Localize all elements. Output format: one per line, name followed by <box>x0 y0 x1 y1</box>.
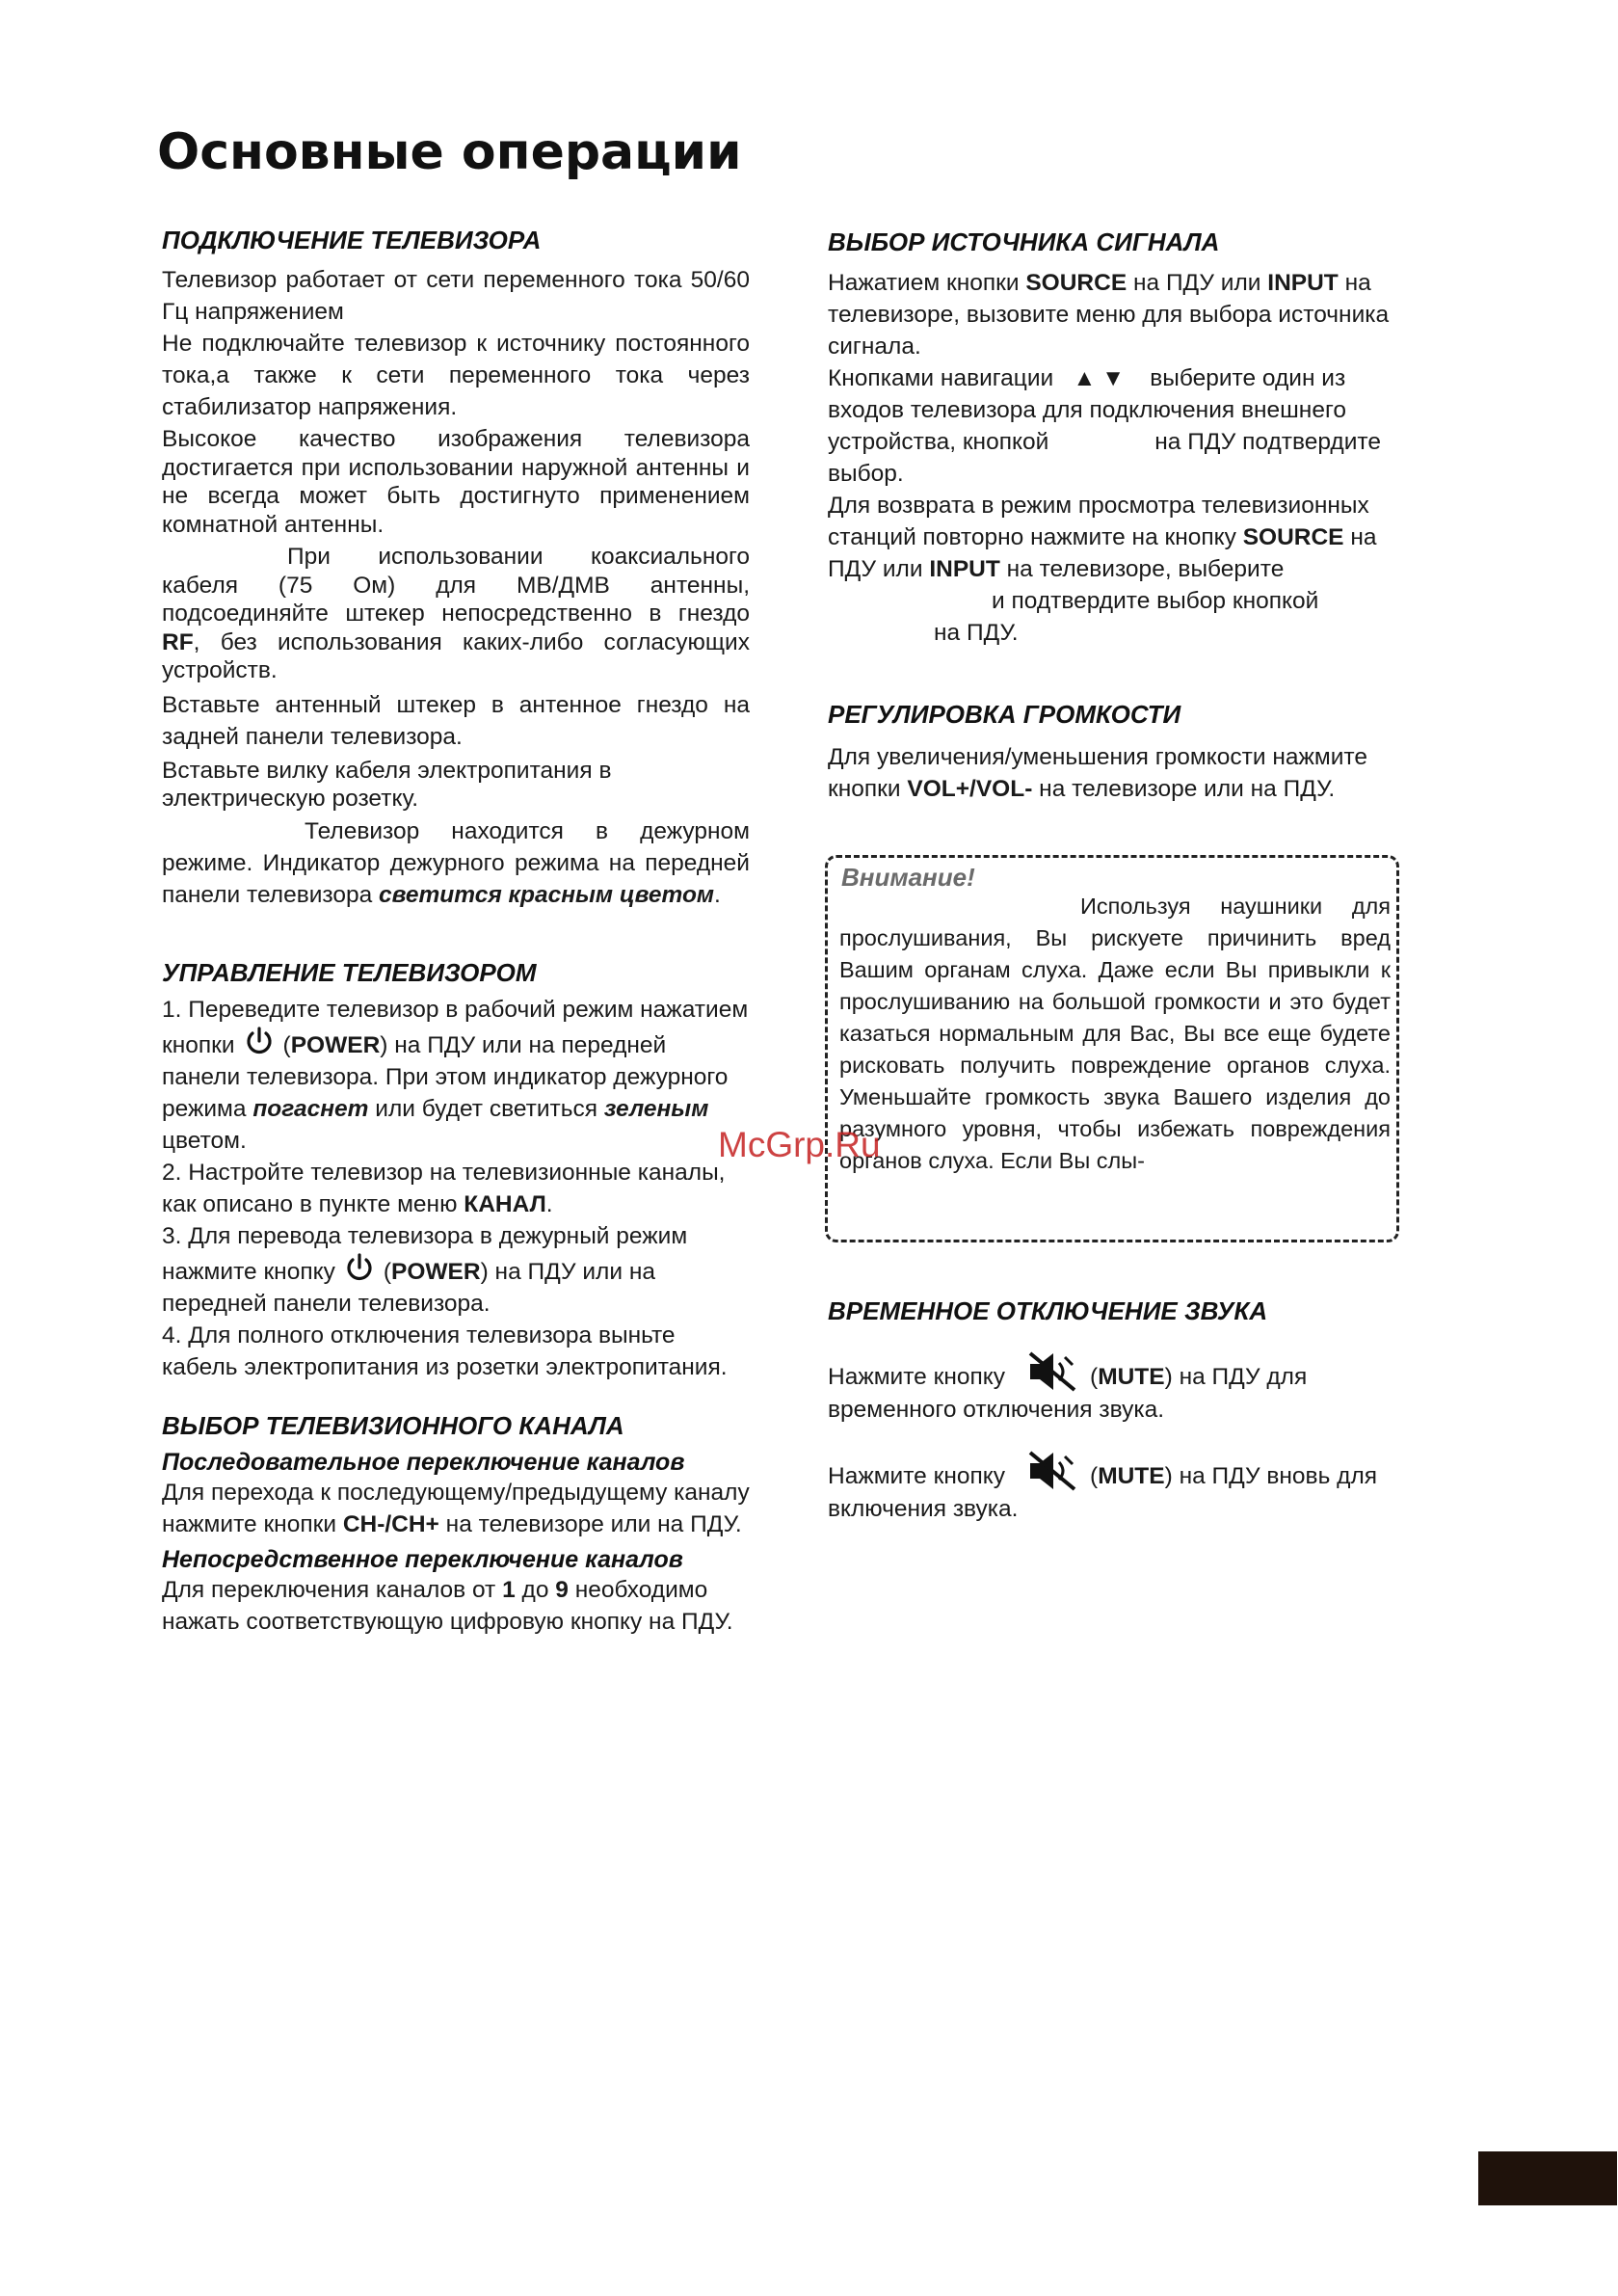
paragraph: Для переключения каналов от 1 до 9 необходимо нажать соответствующую цифровую кнопку на ПДУ. <box>162 1577 733 1635</box>
paragraph: При использовании коаксиального кабеля (75 Ом) для МВ/ДМВ антенны, подсоединяйте штекер непосредственно в гнездо RF, без использования каких-либо согласующих устройств. <box>162 544 750 683</box>
section-heading: ВРЕМЕННОЕ ОТКЛЮЧЕНИЕ ЗВУКА <box>828 1296 1268 1325</box>
subheading: Последовательное переключение каналов <box>162 1449 685 1476</box>
warning-box <box>825 855 1399 1242</box>
paragraph: Для возврата в режим просмотра телевизионных станций повторно нажмите на кнопку SOURCE на ПДУ или INPUT на телевизоре, выберитеи подтвердите выбор кнопкойна ПДУ. <box>828 493 1377 646</box>
connect-paragraphs <box>162 264 750 911</box>
page-number-tab <box>1478 2151 1617 2205</box>
section-source <box>828 227 1420 649</box>
paragraph: Для перехода к последующему/предыдущему каналу нажмите кнопки CH-/CH+ на телевизоре или на ПДУ. <box>162 1480 750 1537</box>
subheading: Непосредственное переключение каналов <box>162 1546 683 1573</box>
list-item: 4. Для полного отключения телевизора выньте кабель электропитания из розетки электропитания. <box>162 1322 728 1380</box>
section-volume <box>828 700 1420 805</box>
section-connect <box>162 226 750 255</box>
section-control <box>162 958 750 988</box>
section-heading: РЕГУЛИРОВКА ГРОМКОСТИ <box>828 700 1181 729</box>
paragraph: Не подключайте телевизор к источнику постоянного тока,а также к сети переменного тока через стабилизатор напряжения. <box>162 331 750 420</box>
section-mute <box>828 1296 1420 1525</box>
paragraph: Высокое качество изображения телевизора достигается при использовании наружной антенны и не всегда может быть достигнуто применением комнатной антенны. <box>162 426 750 538</box>
mute-icon <box>1026 1449 1078 1493</box>
power-icon <box>243 1026 276 1058</box>
section-heading: ПОДКЛЮЧЕНИЕ ТЕЛЕВИЗОРА <box>162 226 542 254</box>
page-title: Основные операции <box>157 123 742 181</box>
paragraph: Для увеличения/уменьшения громкости нажмите кнопки VOL+/VOL- на телевизоре или на ПДУ. <box>828 744 1367 802</box>
section-heading: ВЫБОР ТЕЛЕВИЗИОННОГО КАНАЛА <box>162 1411 624 1440</box>
list-item: 3. Для перевода телевизора в дежурный режим нажмите кнопку (POWER) на ПДУ или на передней панели телевизора. <box>162 1223 688 1317</box>
paragraph: Нажмите кнопку (MUTE) на ПДУ вновь для включения звука. <box>828 1449 1420 1525</box>
list-item: 1. Переведите телевизор в рабочий режим нажатием кнопки (POWER) на ПДУ или на передней панели телевизора. При этом индикатор дежурного режима погаснет или будет светиться зеленым цветом. <box>162 997 749 1154</box>
watermark: McGrp.Ru <box>718 1125 881 1164</box>
paragraph: Вставьте антенный штекер в антенное гнездо на задней панели телевизора. <box>162 691 750 750</box>
paragraph: Телевизор находится в дежурном режиме. Индикатор дежурного режима на передней панели телевизора светится красным цветом. <box>162 817 750 908</box>
warning-text: Используя наушники для прослушивания, Вы рискуете причинить вред Вашим органам слуха. Даже если Вы привыкли к прослушиванию на большой громкости и это будет казаться нормальным для Вас, Вы все еще будете рисковать получить повреждение органов слуха. Уменьшайте громкость звука Вашего изделия до разумного уровня, чтобы избежать повреждения органов слуха. Если Вы слы- <box>839 894 1391 1173</box>
paragraph: Нажатием кнопки SOURCE на ПДУ или INPUT на телевизоре, вызовите меню для выбора источника сигнала. <box>828 270 1390 360</box>
list-item: 2. Настройте телевизор на телевизионные каналы, как описано в пункте меню КАНАЛ. <box>162 1160 726 1217</box>
paragraph: Кнопками навигации ▲▼ выберите один из входов телевизора для подключения внешнего устройства, кнопкой на ПДУ подтвердите выбор. <box>828 362 1420 490</box>
section-heading: ВЫБОР ИСТОЧНИКА СИГНАЛА <box>828 227 1220 256</box>
power-icon <box>343 1252 376 1285</box>
paragraph: Телевизор работает от сети переменного тока 50/60 Гц напряжением <box>162 267 750 325</box>
mute-icon <box>1026 1349 1078 1394</box>
paragraph: Вставьте вилку кабеля электропитания в электрическую розетку. <box>162 757 612 812</box>
section-channel <box>162 1411 750 1638</box>
warning-title: Внимание! <box>841 863 975 892</box>
control-paragraphs <box>162 994 750 1383</box>
paragraph: Нажмите кнопку (MUTE) на ПДУ для временного отключения звука. <box>828 1349 1420 1426</box>
section-heading: УПРАВЛЕНИЕ ТЕЛЕВИЗОРОМ <box>162 958 537 987</box>
nav-arrows-icon: ▲▼ <box>1073 365 1130 391</box>
